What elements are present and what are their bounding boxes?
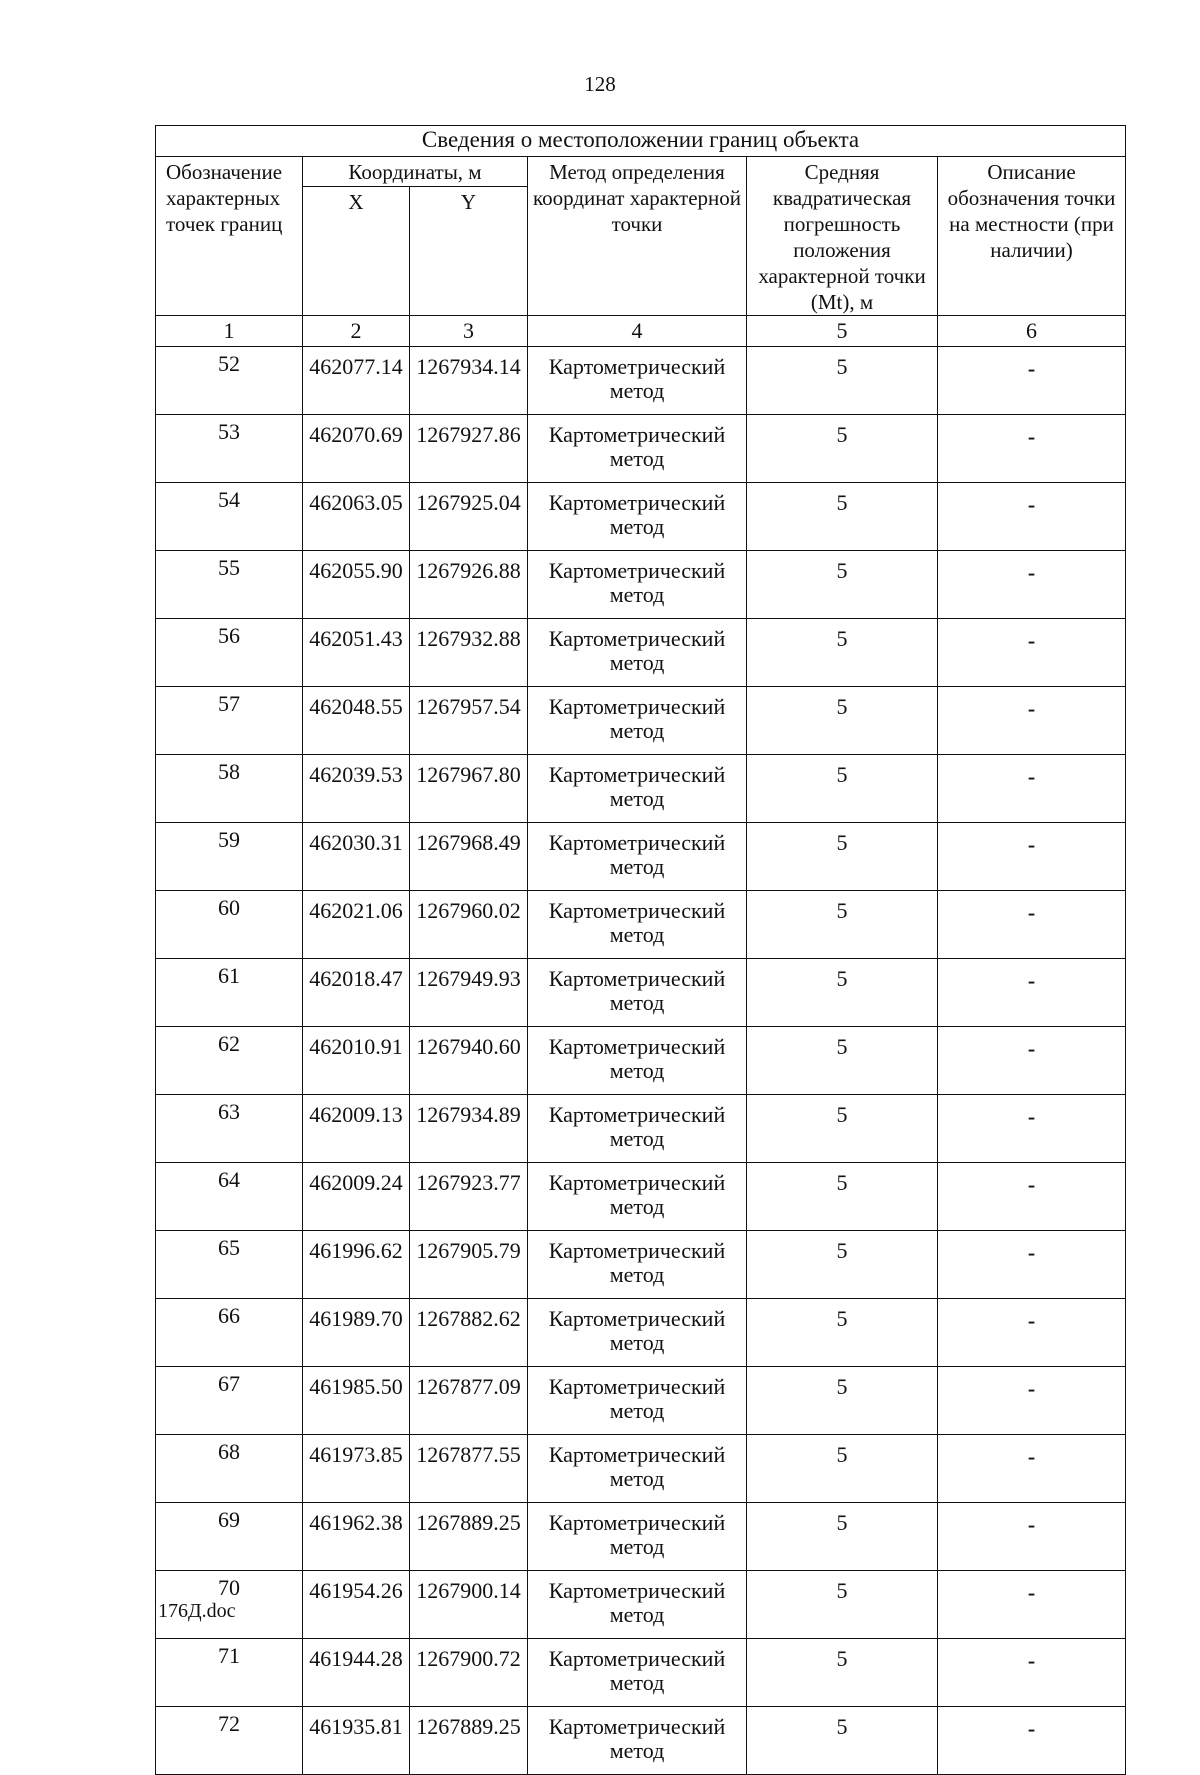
cell-error: 5	[747, 1299, 938, 1367]
cell-error: 5	[747, 1435, 938, 1503]
cell-x: 462051.43	[303, 619, 410, 687]
cell-x: 461973.85	[303, 1435, 410, 1503]
cell-x: 461989.70	[303, 1299, 410, 1367]
table-row	[156, 1639, 1126, 1707]
table-row	[156, 687, 1126, 755]
cell-y: 1267877.55	[410, 1435, 528, 1503]
cell-description: -	[938, 1503, 1126, 1571]
cell-description: -	[938, 687, 1126, 755]
table-row	[156, 1095, 1126, 1163]
cell-method: Картометрический метод	[528, 619, 747, 687]
cell-description: -	[938, 1027, 1126, 1095]
table-title: Сведения о местоположении границ объекта	[156, 126, 1126, 157]
table-row	[156, 483, 1126, 551]
cell-description: -	[938, 347, 1126, 415]
table-row	[156, 347, 1126, 415]
cell-y: 1267889.25	[410, 1707, 528, 1775]
cell-point: 56	[156, 619, 303, 687]
cell-y: 1267926.88	[410, 551, 528, 619]
cell-description: -	[938, 1639, 1126, 1707]
cell-point: 65	[156, 1231, 303, 1299]
cell-y: 1267960.02	[410, 891, 528, 959]
cell-point: 62	[156, 1027, 303, 1095]
cell-point: 59	[156, 823, 303, 891]
cell-error: 5	[747, 1095, 938, 1163]
table-title-row	[156, 126, 1126, 157]
table-row	[156, 1503, 1126, 1571]
cell-point: 71	[156, 1639, 303, 1707]
cell-description: -	[938, 1571, 1126, 1639]
cell-x: 462055.90	[303, 551, 410, 619]
cell-y: 1267932.88	[410, 619, 528, 687]
cell-x: 461944.28	[303, 1639, 410, 1707]
cell-description: -	[938, 483, 1126, 551]
cell-method: Картометрический метод	[528, 959, 747, 1027]
cell-point: 61	[156, 959, 303, 1027]
column-numbers-row	[156, 316, 1126, 347]
header-error: Средняя квадратическая погрешность положения характерной точки (Mt), м	[747, 157, 938, 316]
cell-y: 1267877.09	[410, 1367, 528, 1435]
cell-x: 462063.05	[303, 483, 410, 551]
cell-method: Картометрический метод	[528, 1503, 747, 1571]
cell-description: -	[938, 1231, 1126, 1299]
cell-point: 68	[156, 1435, 303, 1503]
cell-x: 461962.38	[303, 1503, 410, 1571]
cell-description: -	[938, 959, 1126, 1027]
table-row	[156, 1707, 1126, 1775]
cell-description: -	[938, 755, 1126, 823]
cell-method: Картометрический метод	[528, 823, 747, 891]
header-y: Y	[410, 187, 528, 316]
cell-error: 5	[747, 1571, 938, 1639]
boundary-coordinates-table	[155, 125, 1126, 1775]
cell-x: 462077.14	[303, 347, 410, 415]
cell-error: 5	[747, 1503, 938, 1571]
table-row	[156, 1435, 1126, 1503]
cell-point: 64	[156, 1163, 303, 1231]
cell-point: 57	[156, 687, 303, 755]
header-x: X	[303, 187, 410, 316]
cell-error: 5	[747, 823, 938, 891]
cell-method: Картометрический метод	[528, 1231, 747, 1299]
cell-error: 5	[747, 959, 938, 1027]
table-row	[156, 891, 1126, 959]
cell-x: 461935.81	[303, 1707, 410, 1775]
cell-y: 1267923.77	[410, 1163, 528, 1231]
cell-method: Картометрический метод	[528, 551, 747, 619]
cell-method: Картометрический метод	[528, 755, 747, 823]
cell-error: 5	[747, 755, 938, 823]
cell-description: -	[938, 1299, 1126, 1367]
cell-error: 5	[747, 483, 938, 551]
cell-y: 1267882.62	[410, 1299, 528, 1367]
cell-point: 58	[156, 755, 303, 823]
cell-method: Картометрический метод	[528, 1095, 747, 1163]
cell-x: 461985.50	[303, 1367, 410, 1435]
cell-point: 63	[156, 1095, 303, 1163]
cell-y: 1267925.04	[410, 483, 528, 551]
cell-point: 66	[156, 1299, 303, 1367]
table-header-row	[156, 157, 1126, 187]
table-row	[156, 755, 1126, 823]
cell-x: 462021.06	[303, 891, 410, 959]
page-number: 128	[584, 72, 616, 96]
cell-method: Картометрический метод	[528, 687, 747, 755]
table-row	[156, 1027, 1126, 1095]
cell-point: 60	[156, 891, 303, 959]
cell-y: 1267900.72	[410, 1639, 528, 1707]
cell-method: Картометрический метод	[528, 1707, 747, 1775]
cell-y: 1267934.89	[410, 1095, 528, 1163]
cell-x: 462070.69	[303, 415, 410, 483]
table-row	[156, 1299, 1126, 1367]
cell-error: 5	[747, 687, 938, 755]
column-number: 5	[747, 316, 938, 347]
cell-y: 1267934.14	[410, 347, 528, 415]
cell-description: -	[938, 823, 1126, 891]
cell-method: Картометрический метод	[528, 483, 747, 551]
cell-point: 72	[156, 1707, 303, 1775]
table-row	[156, 959, 1126, 1027]
cell-description: -	[938, 1435, 1126, 1503]
table-row	[156, 1367, 1126, 1435]
column-number: 6	[938, 316, 1126, 347]
cell-method: Картометрический метод	[528, 347, 747, 415]
cell-y: 1267889.25	[410, 1503, 528, 1571]
cell-point: 53	[156, 415, 303, 483]
cell-y: 1267905.79	[410, 1231, 528, 1299]
cell-method: Картометрический метод	[528, 415, 747, 483]
cell-description: -	[938, 1095, 1126, 1163]
cell-point: 67	[156, 1367, 303, 1435]
header-coordinates: Координаты, м	[303, 157, 528, 187]
cell-description: -	[938, 415, 1126, 483]
column-number: 3	[410, 316, 528, 347]
cell-x: 462018.47	[303, 959, 410, 1027]
cell-description: -	[938, 619, 1126, 687]
header-method: Метод определения координат характерной точки	[528, 157, 747, 316]
cell-y: 1267900.14	[410, 1571, 528, 1639]
table-row	[156, 823, 1126, 891]
table-row	[156, 551, 1126, 619]
table-row	[156, 1571, 1126, 1639]
cell-error: 5	[747, 1163, 938, 1231]
header-point: Обозначение характерных точек границ	[156, 157, 303, 316]
cell-error: 5	[747, 891, 938, 959]
cell-point: 69	[156, 1503, 303, 1571]
cell-error: 5	[747, 1639, 938, 1707]
cell-method: Картометрический метод	[528, 1027, 747, 1095]
column-number: 1	[156, 316, 303, 347]
cell-x: 462010.91	[303, 1027, 410, 1095]
cell-error: 5	[747, 1707, 938, 1775]
cell-description: -	[938, 1367, 1126, 1435]
cell-method: Картометрический метод	[528, 1163, 747, 1231]
cell-error: 5	[747, 1367, 938, 1435]
cell-method: Картометрический метод	[528, 891, 747, 959]
cell-x: 462048.55	[303, 687, 410, 755]
cell-error: 5	[747, 619, 938, 687]
cell-x: 461954.26	[303, 1571, 410, 1639]
cell-point: 54	[156, 483, 303, 551]
column-number: 2	[303, 316, 410, 347]
cell-point: 52	[156, 347, 303, 415]
column-number: 4	[528, 316, 747, 347]
cell-method: Картометрический метод	[528, 1299, 747, 1367]
cell-error: 5	[747, 1027, 938, 1095]
cell-y: 1267967.80	[410, 755, 528, 823]
cell-error: 5	[747, 551, 938, 619]
table-row	[156, 1231, 1126, 1299]
cell-x: 461996.62	[303, 1231, 410, 1299]
cell-y: 1267968.49	[410, 823, 528, 891]
table-row	[156, 1163, 1126, 1231]
cell-x: 462030.31	[303, 823, 410, 891]
cell-x: 462039.53	[303, 755, 410, 823]
cell-description: -	[938, 1163, 1126, 1231]
cell-error: 5	[747, 415, 938, 483]
cell-y: 1267957.54	[410, 687, 528, 755]
cell-x: 462009.24	[303, 1163, 410, 1231]
footer-filename: 176Д.doc	[158, 1600, 236, 1622]
cell-description: -	[938, 891, 1126, 959]
cell-x: 462009.13	[303, 1095, 410, 1163]
header-description: Описание обозначения точки на местности (при наличии)	[938, 157, 1126, 316]
cell-method: Картометрический метод	[528, 1639, 747, 1707]
cell-error: 5	[747, 1231, 938, 1299]
cell-description: -	[938, 551, 1126, 619]
cell-method: Картометрический метод	[528, 1571, 747, 1639]
cell-description: -	[938, 1707, 1126, 1775]
table-row	[156, 415, 1126, 483]
cell-error: 5	[747, 347, 938, 415]
cell-method: Картометрический метод	[528, 1367, 747, 1435]
cell-point: 55	[156, 551, 303, 619]
cell-y: 1267927.86	[410, 415, 528, 483]
cell-method: Картометрический метод	[528, 1435, 747, 1503]
table-row	[156, 619, 1126, 687]
cell-point: 70	[156, 1571, 303, 1639]
cell-y: 1267949.93	[410, 959, 528, 1027]
cell-y: 1267940.60	[410, 1027, 528, 1095]
